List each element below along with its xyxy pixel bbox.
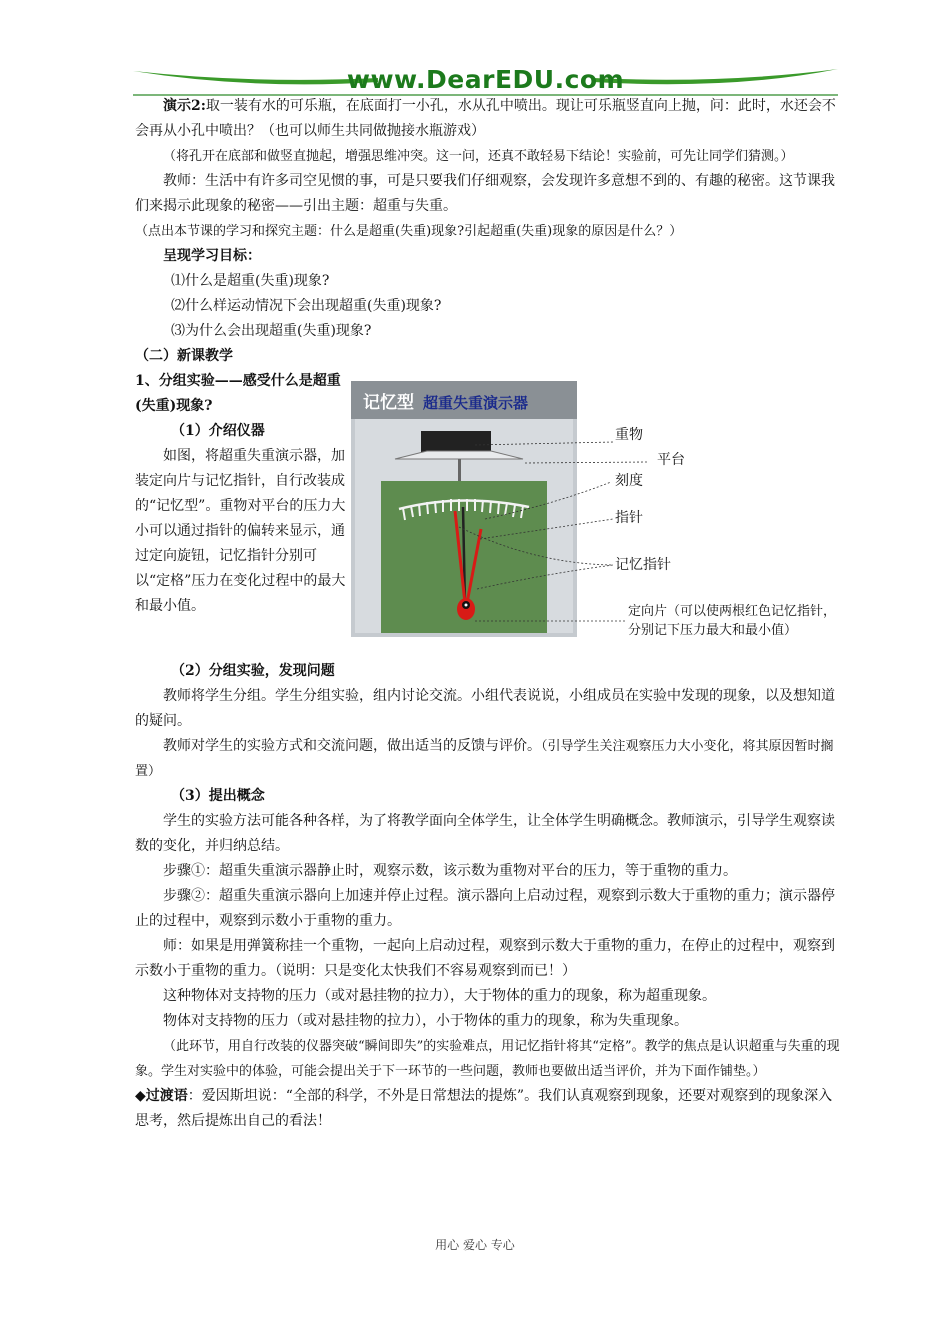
device-title-b: 超重失重演示器 bbox=[423, 394, 529, 412]
subsection-2-title: （2）分组实验，发现问题 bbox=[171, 663, 335, 679]
label-memory-needle: 记忆指针 bbox=[615, 557, 671, 573]
feedback-note: （引导学生关注观察压力大小变化，将其原因暂时搁置） bbox=[135, 739, 834, 779]
demo-2-paragraph bbox=[135, 94, 840, 144]
concept-intro: 学生的实验方法可能各种各样，为了将教学面向全体学生，让全体学生明确概念。教师演示，引导学生观察读数的变化，并归纳总结。 bbox=[135, 813, 835, 854]
label-platform: 平台 bbox=[657, 452, 685, 468]
group-experiment-paragraph: 教师将学生分组。学生分组实验，组内讨论交流。小组代表说说，小组成员在实验中发现的现象，以及想知道的疑问。 bbox=[135, 688, 835, 729]
feedback-paragraph bbox=[135, 734, 840, 784]
goal-item-1: ⑴什么是超重(失重)现象? bbox=[171, 273, 330, 289]
transition-label: ◆过渡语 bbox=[135, 1088, 188, 1104]
teacher-intro: 教师：生活中有许多司空见惯的事，可是只要我们仔细观察，会发现许多意想不到的、有趣的秘密。这节课我们来揭示此现象的秘密——引出主题：超重与失重。 bbox=[135, 173, 835, 214]
goal-item-2: ⑵什么样运动情况下会出现超重(失重)现象? bbox=[171, 298, 442, 314]
section-2-title: （二）新课教学 bbox=[135, 348, 233, 364]
label-orient-piece-2: 分别记下压力最大和最小值） bbox=[628, 623, 798, 638]
transition-text: ：爱因斯坦说：“全部的科学，不外是日常想法的提炼”。我们认真观察到现象，还要对观察到的现象深入思考，然后提炼出自己的看法！ bbox=[135, 1088, 833, 1129]
transition-paragraph bbox=[135, 1084, 840, 1134]
subsection-3-title: （3）提出概念 bbox=[171, 788, 265, 804]
label-needle: 指针 bbox=[615, 510, 643, 526]
label-scale: 刻度 bbox=[615, 473, 643, 489]
subsection-1-title: （1）介绍仪器 bbox=[171, 423, 265, 439]
device-labels bbox=[135, 369, 840, 659]
teacher-spring-scale: 师：如果是用弹簧称挂一个重物，一起向上启动过程，观察到示数大于重物的重力，在停止的过程中，观察到示数小于重物的重力。（说明：只是变化太快我们不容易观察到而已！） bbox=[135, 938, 835, 979]
demo-2-label: 演示2: bbox=[163, 98, 206, 114]
design-note-2: （点出本节课的学习和探究主题：什么是超重(失重)现象?引起超重(失重)现象的原因是什么？） bbox=[135, 224, 683, 239]
design-note-1: （将孔开在底部和做竖直抛起，增强思维冲突。这一问，还真不敢轻易下结论！实验前，可先让同学们猜测。） bbox=[163, 149, 794, 164]
step-2: 步骤②：超重失重演示器向上加速并停止过程。演示器向上启动过程，观察到示数大于重物的重力；演示器停止的过程中，观察到示数小于重物的重力。 bbox=[135, 888, 835, 929]
design-note-3: （此环节，用自行改装的仪器突破“瞬间即失”的实验难点，用记忆指针将其“定格”。教学的焦点是认识超重与失重的现象。学生对实验中的体验，可能会提出关于下一环节的一些问题，教师也要做出适当评价，并为下面作铺垫。） bbox=[135, 1039, 840, 1079]
label-orient-piece: 定向片（可以使两根红色记忆指针， bbox=[628, 604, 837, 619]
goals-title: 呈现学习目标： bbox=[163, 248, 261, 264]
experiment-section bbox=[135, 369, 840, 659]
demo-2-text: 取一装有水的可乐瓶，在底面打一小孔，水从孔中喷出。现让可乐瓶竖直向上抛，问：此时，水还会不会再从小孔中喷出？（也可以师生共同做抛接水瓶游戏） bbox=[135, 98, 836, 139]
step-1: 步骤①：超重失重演示器静止时，观察示数，该示数为重物对平台的压力，等于重物的重力。 bbox=[163, 863, 737, 879]
document-body bbox=[135, 94, 840, 1134]
feedback-text: 教师对学生的实验方式和交流问题，做出适当的反馈与评价。 bbox=[163, 738, 541, 754]
weightless-definition: 物体对支持物的压力（或对悬挂物的拉力），小于物体的重力的现象，称为失重现象。 bbox=[163, 1013, 688, 1029]
page-header bbox=[133, 62, 838, 98]
goal-item-3: ⑶为什么会出现超重(失重)现象? bbox=[171, 323, 372, 339]
page-footer: 用心 爱心 专心 bbox=[435, 1238, 515, 1252]
site-logo: www.DearEDU.com bbox=[346, 65, 625, 94]
label-weight: 重物 bbox=[615, 427, 643, 443]
overweight-definition: 这种物体对支持物的压力（或对悬挂物的拉力），大于物体的重力的现象，称为超重现象。 bbox=[163, 988, 716, 1004]
device-title-a: 记忆型 bbox=[363, 393, 414, 413]
experiment-title: 1、分组实验——感受什么是超重(失重)现象? bbox=[135, 373, 341, 414]
device-description: 如图，将超重失重演示器，加装定向片与记忆指针，自行改装成的“记忆型”。重物对平台的压力大小可以通过指针的偏转来显示，通过定向旋钮，记忆指针分别可以“定格”压力在变化过程中的最大和最小值。 bbox=[135, 448, 346, 614]
